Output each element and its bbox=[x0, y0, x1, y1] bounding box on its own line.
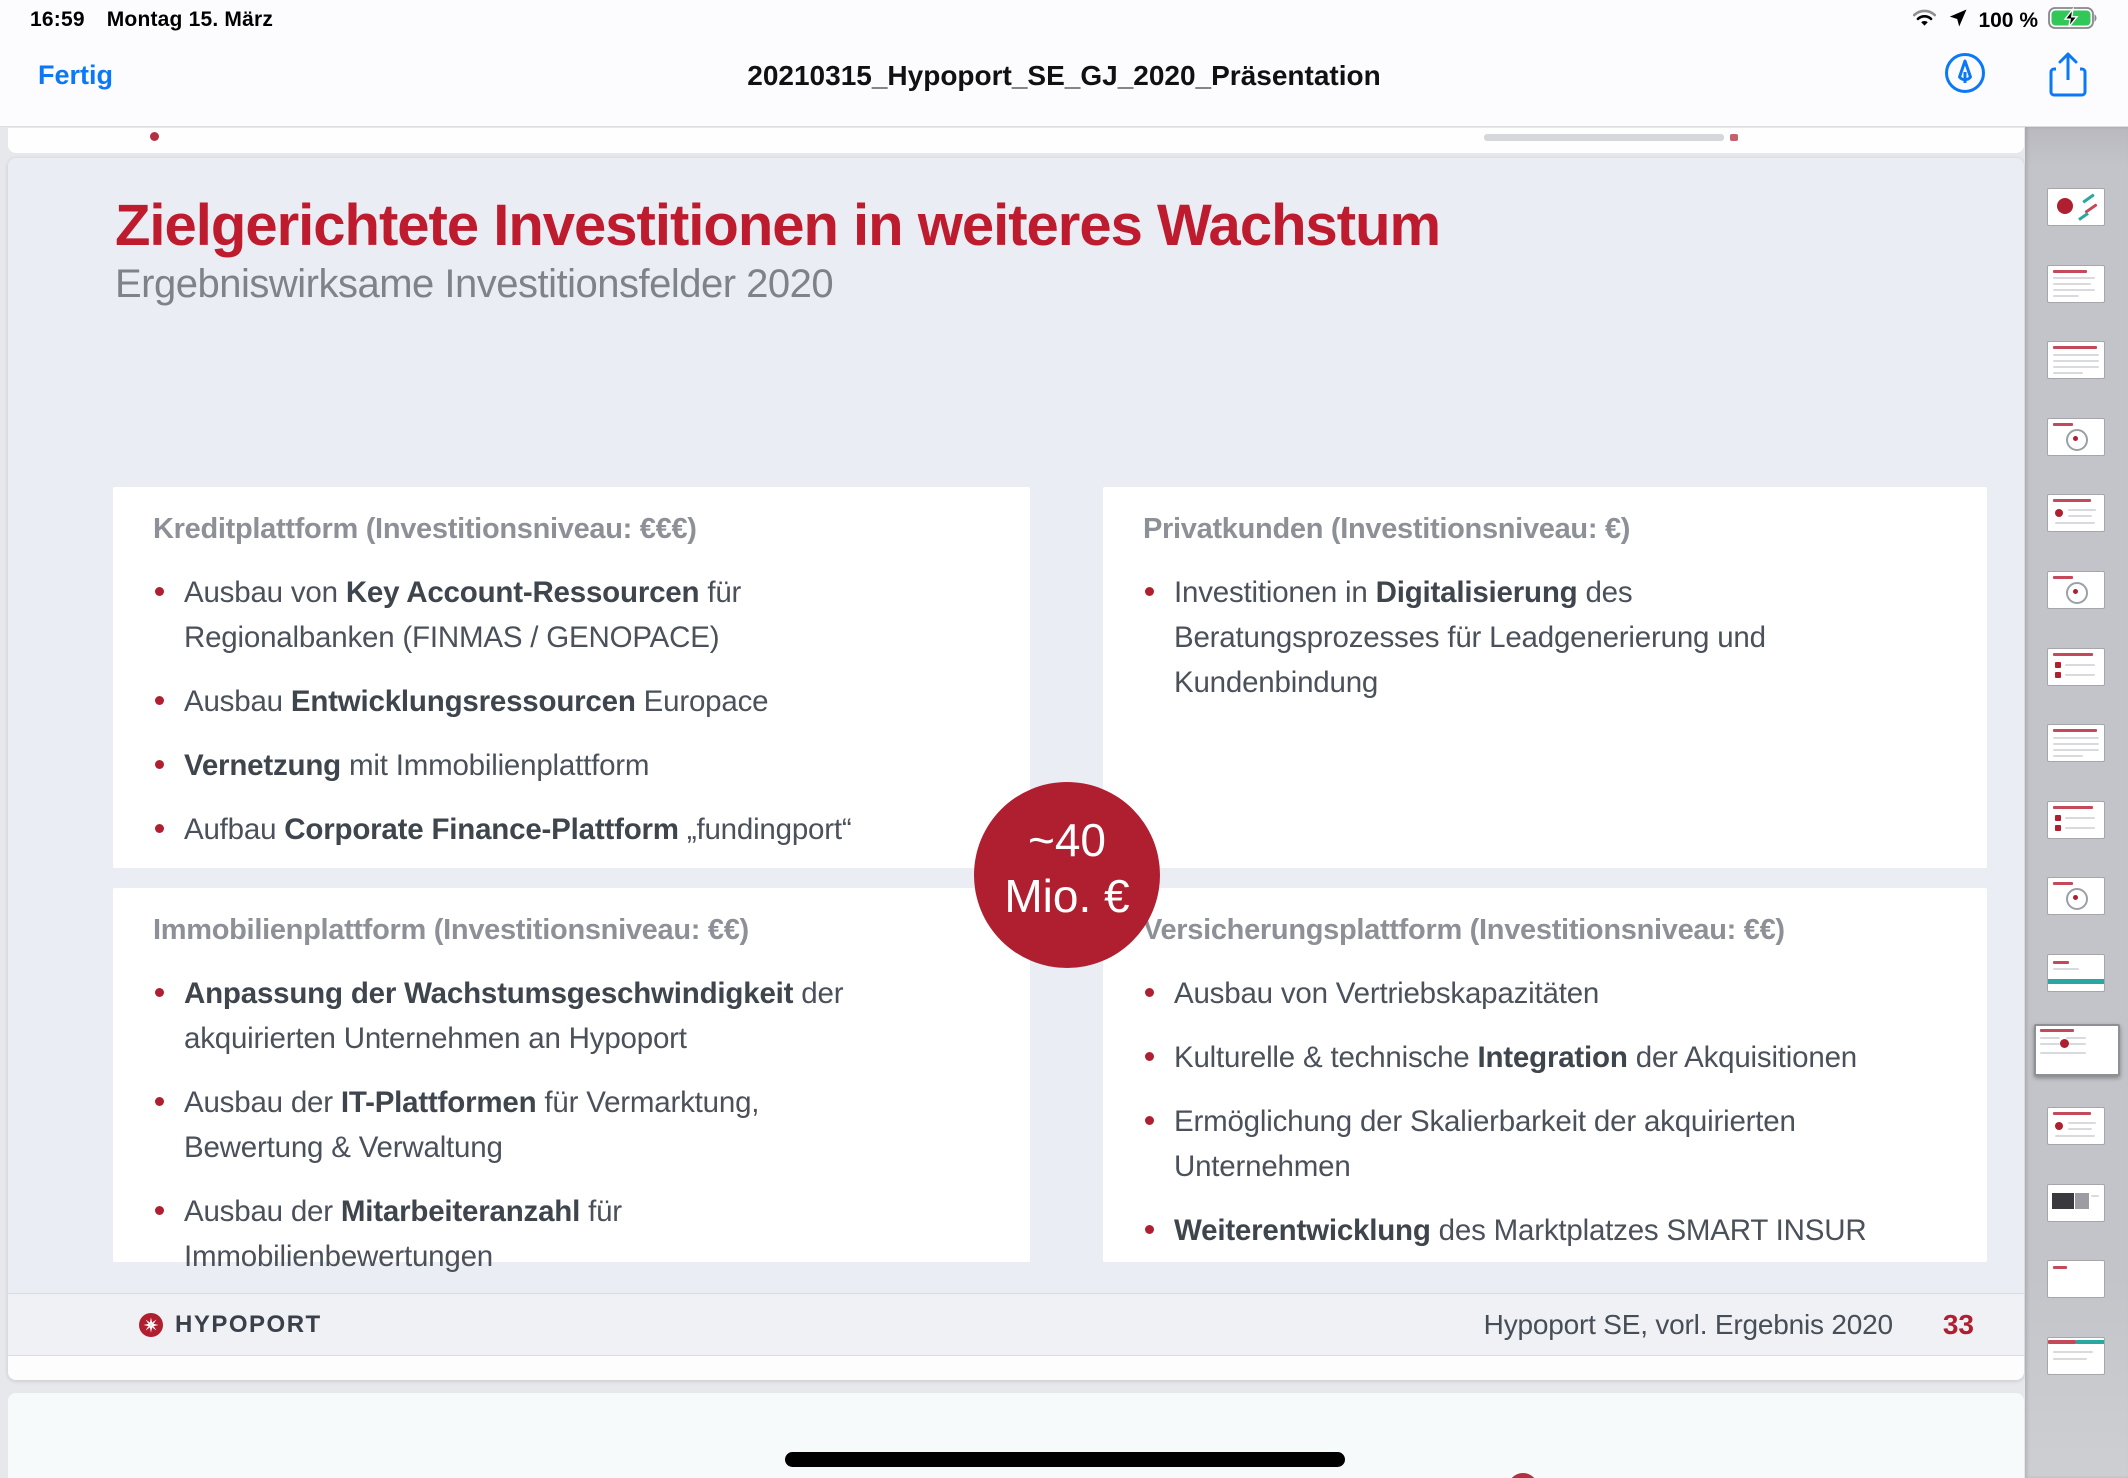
thumbnail-page[interactable] bbox=[2047, 188, 2105, 226]
previous-page-logo-dot bbox=[150, 132, 159, 141]
bullet-text: Kulturelle & technische Integration der Akquisitionen bbox=[1174, 1041, 1857, 1074]
footer-note: Hypoport SE, vorl. Ergebnis 2020 bbox=[1483, 1308, 1893, 1340]
thumbnail-page[interactable] bbox=[2047, 265, 2105, 303]
thumbnail-page[interactable] bbox=[2047, 877, 2105, 915]
bullet-text: Weiterentwicklung des Marktplatzes SMART INSUR bbox=[1174, 1214, 1867, 1247]
card-kreditplattform bbox=[113, 487, 1030, 868]
bullet-dot-icon bbox=[155, 1097, 164, 1106]
thumbnail-page[interactable] bbox=[2047, 571, 2105, 609]
bullet-text: Anpassung der Wachstumsgeschwindigkeit der akquirierten Unternehmen an Hypoport bbox=[184, 977, 844, 1055]
bullet-dot-icon bbox=[1145, 1116, 1154, 1125]
thumbnail-page[interactable] bbox=[2047, 1107, 2105, 1145]
bullet-item bbox=[1143, 1035, 1949, 1080]
previous-page-edge[interactable] bbox=[8, 128, 2024, 153]
status-time: 16:59 bbox=[30, 8, 85, 31]
thumbnail-page[interactable] bbox=[2047, 1337, 2105, 1375]
bullet-item bbox=[153, 1080, 992, 1170]
bullet-dot-icon bbox=[1145, 1225, 1154, 1234]
bullet-dot-icon bbox=[155, 824, 164, 833]
card-privatkunden bbox=[1103, 487, 1987, 868]
done-button[interactable]: Fertig bbox=[38, 60, 114, 90]
bullet-dot-icon bbox=[155, 587, 164, 596]
hypoport-star-icon bbox=[139, 1313, 163, 1337]
thumbnail-page[interactable] bbox=[2047, 724, 2105, 762]
bullet-item bbox=[153, 679, 992, 724]
bullet-text: Ausbau von Key Account-Ressourcen für Regionalbanken (FINMAS / GENOPACE) bbox=[184, 576, 742, 654]
thumbnail-page[interactable] bbox=[2047, 418, 2105, 456]
badge-value: ~40 bbox=[1027, 814, 1107, 866]
bullet-dot-icon bbox=[155, 1206, 164, 1215]
bullet-dot-icon bbox=[1145, 587, 1154, 596]
card-heading: Kreditplattform (Investitionsniveau: €€€) bbox=[153, 513, 697, 545]
status-date: Montag 15. März bbox=[106, 8, 274, 31]
page-thumbnail-sidebar[interactable] bbox=[2025, 127, 2128, 1478]
bullet-text: Investitionen in Digitalisierung des Beratungsprozesses für Leadgenerierung und Kundenbindung bbox=[1174, 576, 1766, 699]
investment-total-badge bbox=[974, 782, 1160, 968]
thumbnail-page[interactable] bbox=[2047, 954, 2105, 992]
home-indicator[interactable] bbox=[785, 1452, 1345, 1467]
bullet-text: Ausbau Entwicklungsressourcen Europace bbox=[184, 685, 769, 718]
bullet-text: Ausbau der Mitarbeiteranzahl für Immobilienbewertungen bbox=[184, 1195, 622, 1273]
battery-charging-icon bbox=[2048, 6, 2100, 35]
card-versicherungsplattform bbox=[1103, 888, 1987, 1262]
bullet-item bbox=[153, 743, 992, 788]
next-page-logo-dot bbox=[1508, 1473, 1538, 1478]
bullet-dot-icon bbox=[1145, 988, 1154, 997]
slide-bottom-margin bbox=[8, 1356, 2024, 1380]
bullet-item bbox=[1143, 570, 1949, 705]
card-heading: Immobilienplattform (Investitionsniveau: €€) bbox=[153, 914, 749, 946]
card-heading: Versicherungsplattform (Investitionsniveau: €€) bbox=[1143, 914, 1785, 946]
document-title: 20210315_Hypoport_SE_GJ_2020_Präsentation bbox=[747, 60, 1381, 91]
slide-footer bbox=[8, 1293, 2024, 1356]
markup-pen-icon[interactable] bbox=[1944, 52, 1986, 103]
pdf-current-page bbox=[8, 158, 2024, 1380]
bullet-dot-icon bbox=[1145, 1052, 1154, 1061]
hypoport-logo bbox=[139, 1311, 322, 1339]
bullet-item bbox=[1143, 971, 1949, 1016]
top-chrome bbox=[0, 0, 2128, 127]
bullet-item bbox=[153, 971, 992, 1061]
battery-percent: 100 % bbox=[1978, 8, 2038, 32]
card-heading: Privatkunden (Investitionsniveau: €) bbox=[1143, 513, 1631, 545]
bullet-item bbox=[1143, 1099, 1949, 1189]
bullet-dot-icon bbox=[155, 760, 164, 769]
slide-title: Zielgerichtete Investitionen in weiteres Wachstum bbox=[115, 193, 1441, 258]
status-bar bbox=[0, 0, 2128, 40]
thumbnail-page[interactable] bbox=[2047, 494, 2105, 532]
location-arrow-icon bbox=[1948, 8, 1968, 33]
badge-unit: Mio. € bbox=[1004, 870, 1130, 922]
wifi-icon bbox=[1911, 8, 1938, 33]
bullet-item bbox=[153, 1189, 992, 1279]
bullet-text: Vernetzung mit Immobilienplattform bbox=[184, 749, 650, 782]
bullet-text: Ausbau von Vertriebskapazitäten bbox=[1174, 977, 1600, 1010]
bullet-item bbox=[153, 570, 992, 660]
thumbnail-page[interactable] bbox=[2047, 1184, 2105, 1222]
brand-name: HYPOPORT bbox=[175, 1310, 322, 1338]
slide-subtitle: Ergebniswirksame Investitionsfelder 2020 bbox=[115, 262, 834, 306]
bullet-dot-icon bbox=[155, 696, 164, 705]
bullet-text: Aufbau Corporate Finance-Plattform „fundingport“ bbox=[184, 813, 852, 846]
card-immobilienplattform bbox=[113, 888, 1030, 1273]
page-number: 33 bbox=[1942, 1308, 1974, 1340]
nav-bar bbox=[0, 40, 2128, 126]
bullet-text: Ausbau der IT-Plattformen für Vermarktung, Bewertung & Verwaltung bbox=[184, 1086, 760, 1164]
bullet-item bbox=[153, 807, 992, 852]
thumbnail-current-page[interactable] bbox=[2034, 1024, 2120, 1076]
thumbnail-page[interactable] bbox=[2047, 801, 2105, 839]
thumbnail-page[interactable] bbox=[2047, 1260, 2105, 1298]
bullet-item bbox=[1143, 1208, 1949, 1253]
share-icon[interactable] bbox=[2048, 52, 2088, 103]
previous-page-footer-text-fragment bbox=[1484, 134, 1724, 141]
bullet-text: Ermöglichung der Skalierbarkeit der akquirierten Unternehmen bbox=[1174, 1105, 1796, 1183]
thumbnail-page[interactable] bbox=[2047, 341, 2105, 379]
thumbnail-page[interactable] bbox=[2047, 648, 2105, 686]
bullet-dot-icon bbox=[155, 988, 164, 997]
